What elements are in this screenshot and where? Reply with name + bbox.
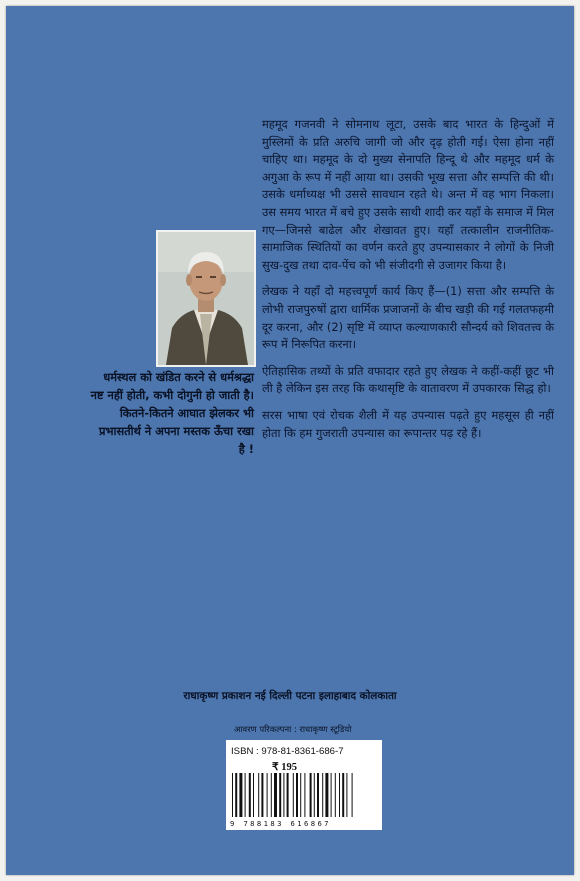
barcode-digits: 9 788183 616867 [230,819,331,828]
synopsis [262,116,554,451]
synopsis-paragraph-4: सरस भाषा एवं रोचक शैली में यह उपन्यास पढ़ते हुए महसूस ही नहीं होता कि हम गुजराती उपन्यास का रूपान्तर पढ़ रहे हैं। [262,407,554,440]
isbn-label: ISBN : 978-81-8361-686-7 [231,746,344,757]
cover-design-credit: आवरण परिकल्पना : राधाकृष्ण स्टूडियो [234,724,352,734]
publisher-name: राधाकृष्ण प्रकाशन [183,690,252,702]
barcode-icon [230,773,378,817]
barcode-box [226,740,382,830]
author-photo [156,230,256,367]
price-label: ₹ 195 [272,762,298,773]
back-cover [6,6,574,875]
publisher-cities: नई दिल्ली पटना इलाहाबाद कोलकाता [254,690,397,702]
highlight-quote: धर्मस्थल को खंडित करने से धर्मश्रद्धा नष्ट नहीं होती, कभी दोगुनी हो जाती है। कितने-कितने आघात झेलकर भी प्रभासतीर्थ ने अपना मस्तक ऊँचा रखा है ! [90,370,254,456]
synopsis-paragraph-3: ऐतिहासिक तथ्यों के प्रति वफादार रहते हुए लेखक ने कहीं-कहीं छूट भी ली है लेकिन इस तरह कि कथासृष्टि के वातावरण में उपकारक सिद्ध हो। [262,363,554,396]
author-portrait-icon [158,232,254,365]
synopsis-paragraph-2: लेखक ने यहाँ दो महत्त्वपूर्ण कार्य किए हैं—(1) सत्ता और सम्पत्ति के लोभी राजपुरुषों द्वारा धार्मिक प्रजाजनों के बीच खड़ी की गई गलतफहमी दूर करना, और (2) सृष्टि में व्याप्त कल्याणकारी सौन्दर्य को शिवतत्त्व के रूप में निरूपित करना। [262,284,554,352]
publisher-line [6,689,574,703]
synopsis-paragraph-1: महमूद गजनवी ने सोमनाथ लूटा, उसके बाद भारत के हिन्दुओं में मुस्लिमों के प्रति अरुचि जागी जो और दृढ़ होती गई। ऐसा होना नहीं चाहिए था। महमूद के दो मुख्य सेनापति हिन्दू थे और महमूद धर्म के अगुआ के रूप में नहीं आया था। उसकी भूख सत्ता और सम्पत्ति की थी। उसके धर्माध्यक्ष भी उससे सावधान रहते थे। अन्त में वह भाग निकला। उस समय भारत में बचे हुए उसके साथी शादी कर यहाँ के समाज में मिल गए—जिनसे बाढेल और शेखावत हुए। यहाँ तत्कालीन राजनीतिक-सामाजिक स्थितियों का वर्णन करते हुए उपन्यासकार ने लोगों के निजी सुख-दुख तथा दाव-पेंच को भी संजीदगी से उजागर किया है। [262,117,554,272]
